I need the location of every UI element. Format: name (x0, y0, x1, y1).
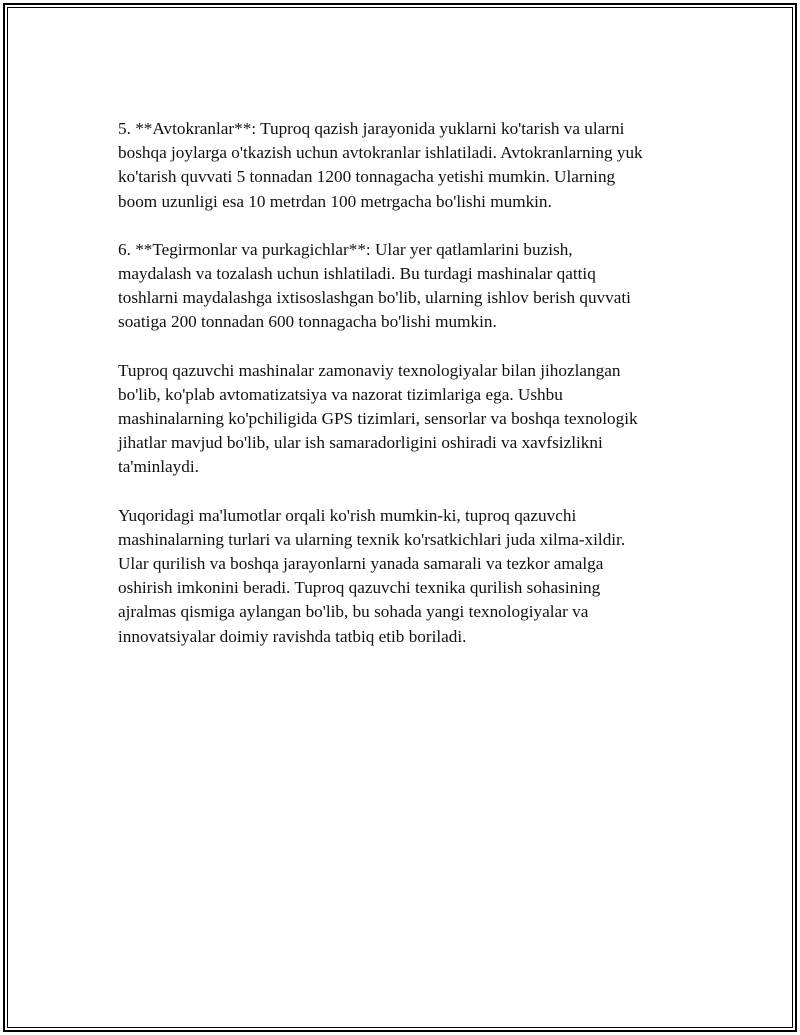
text-line: Tuproq qazuvchi mashinalar zamonaviy texnologiyalar bilan jihozlangan (118, 360, 621, 380)
text-line: jihatlar mavjud bo'lib, ular ish samaradorligini oshiradi va xavfsizlikni (118, 433, 603, 453)
text-line: bo'lib, ko'plab avtomatizatsiya va nazorat tizimlariga ega. Ushbu (118, 384, 563, 404)
text-line: 5. **Avtokranlar**: Tuproq qazish jarayonida yuklarni ko'tarish va ularni (118, 119, 625, 138)
text-line: Yuqoridagi ma'lumotlar orqali ko'rish mumkin-ki, tuproq qazuvchi (118, 505, 577, 525)
text-line: toshlarni maydalashga ixtisoslashgan bo'lib, ularning ishlov berish quvvati (118, 288, 631, 308)
text-line: oshirish imkonini beradi. Tuproq qazuvchi texnika qurilish sohasining (118, 578, 601, 598)
paragraph-xulosa (118, 504, 698, 649)
text-line: boom uzunligi esa 10 metrdan 100 metrgacha bo'lishi mumkin. (118, 191, 552, 211)
text-line: ta'minlaydi. (118, 457, 199, 477)
text-line: ajralmas qismiga aylangan bo'lib, bu sohada yangi texnologiyalar va (118, 602, 589, 622)
paragraph-texnologiyalar (118, 359, 698, 480)
text-line: soatiga 200 tonnadan 600 tonnagacha bo'lishi mumkin. (118, 312, 497, 332)
text-line: boshqa joylarga o'tkazish uchun avtokranlar ishlatiladi. Avtokranlarning yuk (118, 143, 643, 163)
text-line: innovatsiyalar doimiy ravishda tatbiq etib boriladi. (118, 626, 467, 646)
paragraph-avtokranlar (118, 117, 698, 214)
text-line: maydalash va tozalash uchun ishlatiladi. Bu turdagi mashinalar qattiq (118, 264, 596, 284)
paragraph-tegirmonlar (118, 238, 698, 335)
text-line: mashinalarning turlari va ularning texnik ko'rsatkichlari juda xilma-xildir. (118, 529, 626, 549)
text-line: 6. **Tegirmonlar va purkagichlar**: Ular yer qatlamlarini buzish, (118, 239, 573, 259)
document-body (118, 117, 698, 673)
text-line: mashinalarning ko'pchiligida GPS tizimlari, sensorlar va boshqa texnologik (118, 409, 638, 429)
text-line: Ular qurilish va boshqa jarayonlarni yanada samarali va tezkor amalga (118, 554, 604, 574)
text-line: ko'tarish quvvati 5 tonnadan 1200 tonnagacha yetishi mumkin. Ularning (118, 167, 616, 187)
